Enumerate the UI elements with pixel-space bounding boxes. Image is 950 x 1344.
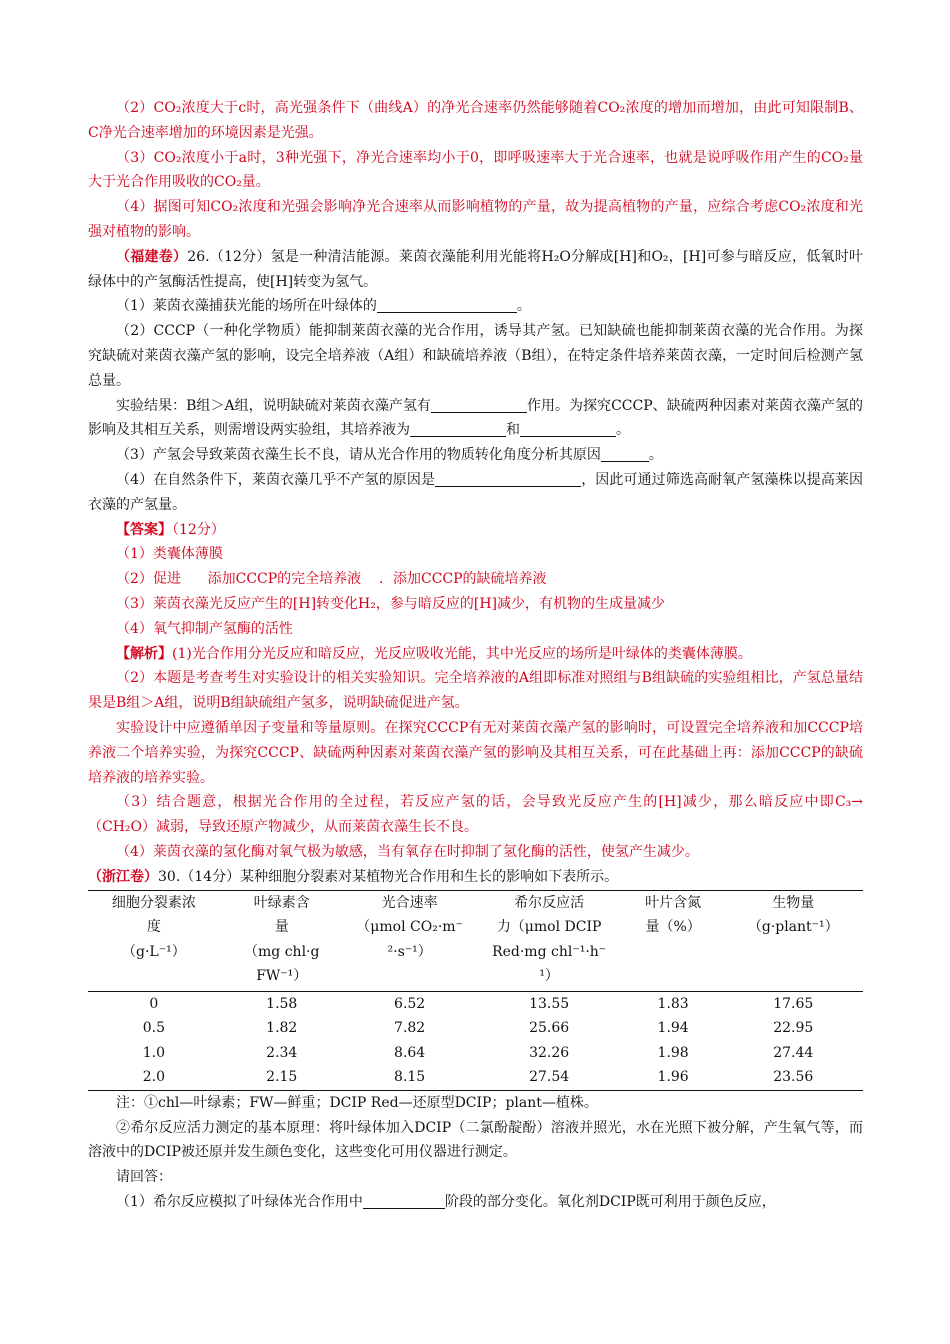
analysis-2: （2）本题是考查考生对实验设计的相关实验知识。完全培养液的A组即标准对照组与B组缺硫的实验组相比，产氢总量结果是B组＞A组，说明B组缺硫组产氢多，说明缺硫促进产氢。 [88,670,863,712]
analysis-5: （4）莱茵衣藻的氢化酶对氧气极为敏感，当有氧存在时抑制了氢化酶的活性，使氢产生减少。 [116,843,699,860]
fujian-q3: （3）产氢会导致莱茵衣藻生长不良，请从光合作用的物质转化角度分析其原因 。 [116,447,663,464]
col-biomass: 生物量 （g·plant⁻¹） [747,894,839,935]
fujian-q2: （2）CCCP（一种化学物质）能抑制莱茵衣藻的光合作用，诱导其产氢。已知缺硫也能抑制莱茵衣藻的光合作用。为探究缺硫对莱茵衣藻产氢的影响，设完全培养液（A组）和缺硫培养液（B组），在特定条件培养莱茵衣藻，一定时间后检测产氢总量。 [88,323,863,389]
fujian-question-intro: （福建卷）26.（12分）氢是一种清洁能源。莱茵衣藻能利用光能将H₂O分解成[H]和O₂，[H]可参与暗反应，低氧时叶绿体中的产氢酶活性提高，使[H]转变为氢气。 [88,248,864,290]
fujian-q1: （1）莱茵衣藻捕获光能的场所在叶绿体的 。 [116,298,531,315]
zhejiang-tag: （浙江卷） [88,868,158,885]
table-row: 2.0 2.15 8.15 27.54 1.96 23.56 [88,1065,863,1090]
prev-answer-2: （2）CO₂浓度大于c时，高光强条件下（曲线A）的净光合速率仍然能够随着CO₂浓度的增加而增加，由此可知限制B、C净光合速率增加的环境因素是光强。 [88,100,863,141]
zhejiang-question-intro: （浙江卷）30.（14分）某种细胞分裂素对某植物光合作用和生长的影响如下表所示。 [88,868,619,885]
answer-heading: 【答案】（12分） [116,521,225,538]
col-hill-reaction: 希尔反应活 力（μmol DCIP Red·mg chl⁻¹·h⁻ ¹） [492,894,607,984]
prev-answer-3: （3）CO₂浓度小于a时，3种光强下，净光合速率均小于0，即呼吸速率大于光合速率，也就是说呼吸作用产生的CO₂量大于光合作用吸收的CO₂量。 [88,149,863,191]
table-row: 0.5 1.82 7.82 25.66 1.94 22.95 [142,1020,814,1037]
answer-blank [520,421,616,437]
table-note-2: ②希尔反应活力测定的基本原理：将叶绿体加入DCIP（二氯酚靛酚）溶液并照光，水在光照下被分解，产生氧气等，而溶液中的DCIP被还原并发生颜色变化，这些变化可用仪器进行测定。 [88,1119,863,1161]
answer-3: （3）莱茵衣藻光反应产生的[H]转变化H₂，参与暗反应的[H]减少，有机物的生成量减少 [116,595,665,612]
analysis-3: 实验设计中应遵循单因子变量和等量原则。在探究CCCP有无对莱茵衣藻产氢的影响时，可设置完全培养液和加CCCP培养液二个培养实验，为探究CCCP、缺硫两种因素对莱茵衣藻产氢的影响及其相互关系，可在此基础上再：添加CCCP的缺硫培养液的培养实验。 [88,719,863,786]
fujian-result: 实验结果：B组＞A组，说明缺硫对莱茵衣藻产氢有 作用。为探究CCCP、缺硫两种因素对莱茵衣藻产氢的影响及其相互关系，则需增设两实验组，其培养液为 和 。 [88,397,863,439]
cytokinin-table [88,890,863,1091]
please-answer: 请回答： [116,1169,172,1186]
table-row: 0 1.58 6.52 13.55 1.83 17.65 [149,995,814,1012]
col-concentration: 细胞分裂素浓 度 （g·L⁻¹） [111,894,196,960]
answer-blank [601,446,649,462]
fujian-tag: （福建卷） [116,248,188,265]
prev-answer-4: （4）据图可知CO₂浓度和光强会影响净光合速率从而影响植物的产量，故为提高植物的产量，应综合考虑CO₂浓度和光强对植物的影响。 [88,199,863,240]
answer-tag: 【答案】 [116,521,172,538]
analysis-4: （3）结合题意，根据光合作用的全过程，若反应产氢的话，会导致光反应产生的[H]减少，那么暗反应中即C₃→（CH₂O）减弱，导致还原产物减少，从而莱茵衣藻生长不良。 [88,794,863,836]
answer-blank [431,397,527,413]
analysis-1: 【解析】(1)光合作用分光反应和暗反应，光反应吸收光能，其中光反应的场所是叶绿体的类囊体薄膜。 [116,645,752,662]
col-photosynthesis-rate: 光合速率 （μmol CO₂·m⁻ ²·s⁻¹） [356,894,463,960]
answer-1: （1）类囊体薄膜 [116,546,223,563]
zhejiang-q1: （1）希尔反应模拟了叶绿体光合作用中 阶段的部分变化。氧化剂DCIP既可利用于颜色反应， [116,1194,776,1211]
col-chlorophyll: 叶绿素含 量 （mg chl·g FW⁻¹） [244,894,320,984]
fujian-q4: （4）在自然条件下，莱茵衣藻几乎不产氢的原因是 ，因此可通过筛选高耐氧产氢藻株以提高莱因衣藻的产氢量。 [88,471,864,513]
answer-blank [363,1193,445,1209]
answer-4: （4）氧气抑制产氢酶的活性 [116,620,293,637]
answer-blank [410,421,506,437]
document-page [88,96,863,1215]
table-note-1: 注：①chl—叶绿素；FW—鲜重；DCIP Red—还原型DCIP；plant—植株。 [116,1094,598,1111]
table-row: 1.0 2.34 8.64 32.26 1.98 27.44 [142,1044,814,1061]
analysis-tag: 【解析】 [116,645,172,662]
answer-blank [435,471,581,487]
table-header-row [88,890,863,991]
col-leaf-nitrogen: 叶片含氮 量（%） [645,894,702,935]
answer-2: （2）促进 添加CCCP的完全培养液 ．添加CCCP的缺硫培养液 [116,571,547,588]
answer-blank [377,297,517,313]
